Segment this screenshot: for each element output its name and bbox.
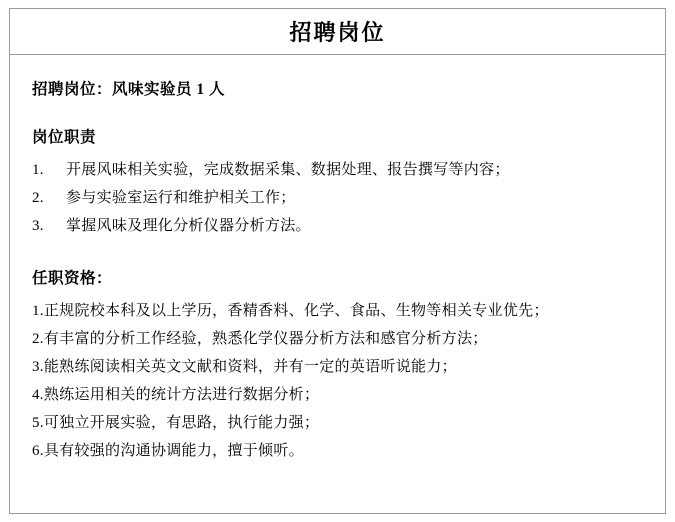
- list-item: [32, 156, 643, 184]
- list-item-text: 参与实验室运行和维护相关工作；: [66, 190, 296, 206]
- table-body-cell: [10, 55, 665, 513]
- list-item: 6.具有较强的沟通协调能力，擅于倾听。: [32, 443, 304, 459]
- page-title: 招聘岗位: [289, 20, 386, 45]
- duties-heading: 岗位职责: [32, 129, 97, 146]
- list-item-text: 掌握风味及理化分析仪器分析方法。: [66, 218, 311, 234]
- qualifications-heading: 任职资格：: [32, 270, 113, 287]
- list-item: 2.有丰富的分析工作经验，熟悉化学仪器分析方法和感官分析方法；: [32, 331, 488, 347]
- list-item: 4.熟练运用相关的统计方法进行数据分析；: [32, 387, 320, 403]
- list-item: [32, 184, 643, 212]
- job-posting-table: [9, 8, 666, 514]
- list-item: 1.正规院校本科及以上学历，香精香料、化学、食品、生物等相关专业优先；: [32, 303, 549, 319]
- list-item: 5.可独立开展实验，有思路，执行能力强；: [32, 415, 320, 431]
- table-title-cell: [10, 9, 665, 55]
- list-item-number: 3.: [32, 218, 44, 234]
- duties-list: [32, 156, 643, 240]
- list-item-number: 2.: [32, 190, 44, 206]
- list-item: 3.能熟练阅读相关英文文献和资料，并有一定的英语听说能力；: [32, 359, 457, 375]
- position-line: 招聘岗位：风味实验员 1 人: [32, 81, 226, 98]
- list-item: [32, 212, 643, 240]
- list-item-number: 1.: [32, 162, 44, 178]
- list-item-text: 开展风味相关实验，完成数据采集、数据处理、报告撰写等内容；: [66, 162, 510, 178]
- qualifications-list: [32, 297, 643, 465]
